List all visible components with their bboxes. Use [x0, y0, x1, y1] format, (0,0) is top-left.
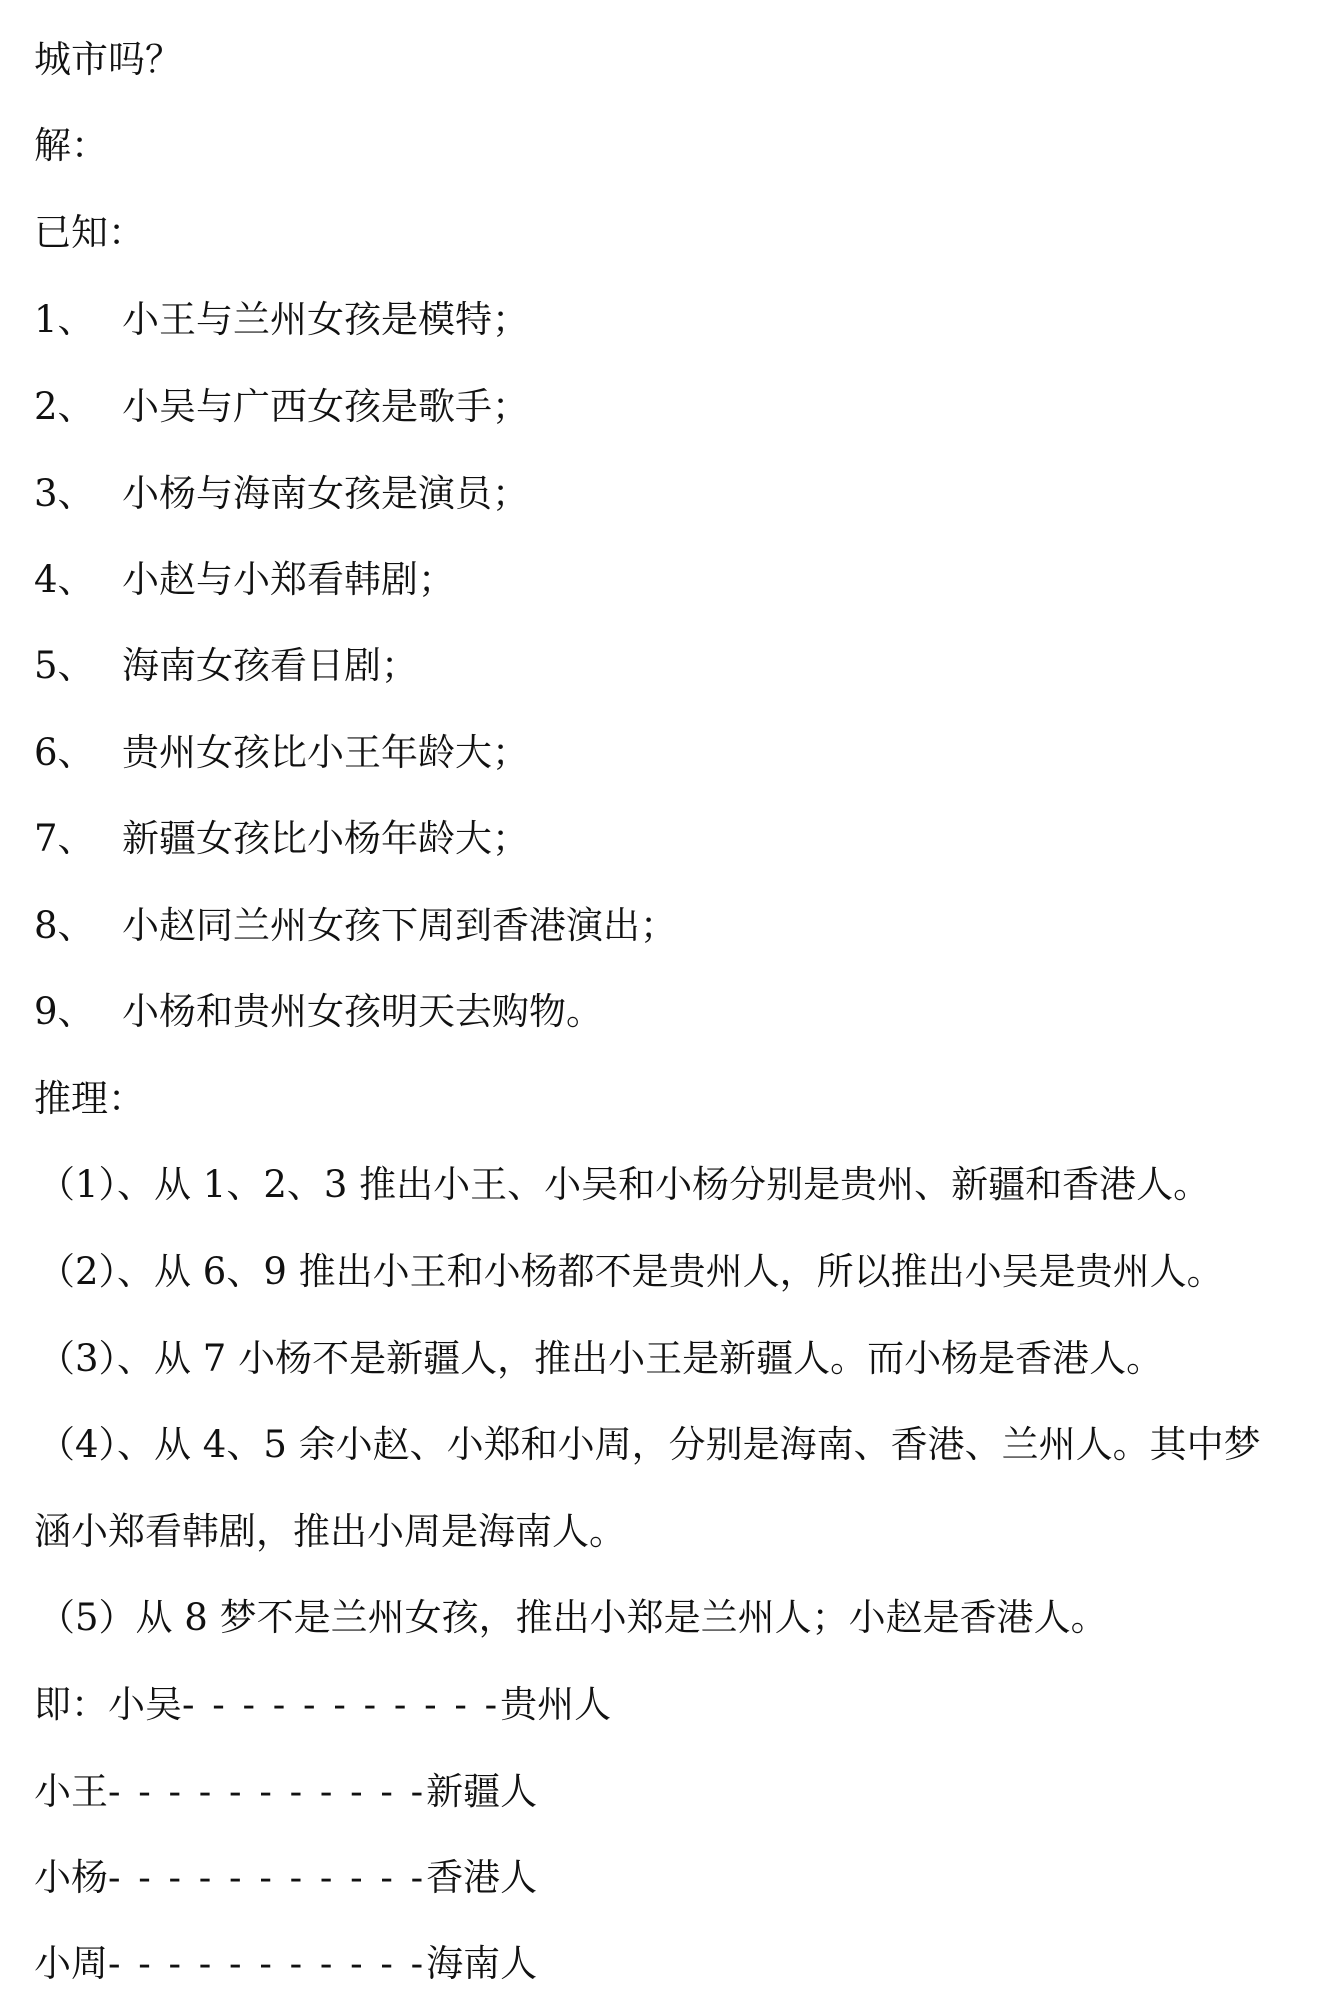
fact-item — [34, 385, 529, 429]
fact-number: 3、 — [34, 472, 95, 515]
fact-item — [34, 644, 418, 688]
result-place: 海南人 — [426, 1942, 538, 1985]
result-place: 新疆人 — [426, 1770, 538, 1813]
result-name: 小吴 — [108, 1683, 182, 1726]
fact-number: 1、 — [34, 298, 95, 341]
result-row — [34, 1683, 611, 1727]
fact-text: 新疆女孩比小杨年龄大； — [122, 817, 529, 860]
fact-text: 小杨与海南女孩是演员； — [122, 472, 529, 515]
reasoning-step: （2）、从 6、9 推出小王和小杨都不是贵州人，所以推出小吴是贵州人。 — [38, 1250, 1224, 1293]
fact-number: 9、 — [34, 990, 95, 1033]
result-dashes: - - - - - - - - - - - — [108, 1856, 427, 1899]
fact-item — [34, 472, 529, 516]
result-place: 香港人 — [426, 1856, 538, 1899]
fact-text: 小杨和贵州女孩明天去购物。 — [122, 990, 603, 1033]
fact-text: 小王与兰州女孩是模特； — [122, 298, 529, 341]
fact-text: 小赵同兰州女孩下周到香港演出； — [122, 904, 677, 947]
fact-number: 5、 — [34, 644, 95, 687]
reasoning-label: 推理： — [34, 1077, 145, 1120]
result-row — [34, 1942, 537, 1986]
fact-number: 4、 — [34, 558, 95, 601]
fact-text: 小赵与小郑看韩剧； — [122, 558, 455, 601]
result-dashes: - - - - - - - - - - - — [182, 1683, 501, 1726]
fact-text: 贵州女孩比小王年龄大； — [122, 731, 529, 774]
fact-item — [34, 990, 603, 1034]
fact-item — [34, 817, 529, 861]
result-name: 小杨 — [34, 1856, 108, 1899]
solution-label: 解： — [34, 124, 108, 167]
result-dashes: - - - - - - - - - - - — [108, 1770, 427, 1813]
reasoning-step: （3）、从 7 小杨不是新疆人，推出小王是新疆人。而小杨是香港人。 — [38, 1337, 1164, 1380]
known-label: 已知： — [34, 211, 145, 254]
fact-item — [34, 558, 455, 602]
result-row — [34, 1856, 537, 1900]
fact-item — [34, 298, 529, 342]
reasoning-step: （4）、从 4、5 余小赵、小郑和小周，分别是海南、香港、兰州人。其中梦 — [38, 1423, 1261, 1466]
fact-number: 6、 — [34, 731, 95, 774]
fact-text: 海南女孩看日剧； — [122, 644, 418, 687]
fact-number: 8、 — [34, 904, 95, 947]
fact-number: 7、 — [34, 817, 95, 860]
result-prefix: 即： — [34, 1683, 108, 1726]
heading-fragment: 城市吗？ — [34, 38, 182, 81]
fact-number: 2、 — [34, 385, 95, 428]
result-row — [34, 1770, 537, 1814]
result-name: 小周 — [34, 1942, 108, 1985]
fact-item — [34, 731, 529, 775]
reasoning-step: （5）从 8 梦不是兰州女孩，推出小郑是兰州人；小赵是香港人。 — [38, 1596, 1108, 1639]
fact-text: 小吴与广西女孩是歌手； — [122, 385, 529, 428]
fact-item — [34, 904, 677, 948]
result-place: 贵州人 — [500, 1683, 612, 1726]
result-dashes: - - - - - - - - - - - — [108, 1942, 427, 1985]
reasoning-step: （1）、从 1、2、3 推出小王、小吴和小杨分别是贵州、新疆和香港人。 — [38, 1163, 1211, 1206]
reasoning-step-continuation: 涵小郑看韩剧，推出小周是海南人。 — [34, 1510, 626, 1553]
result-name: 小王 — [34, 1770, 108, 1813]
